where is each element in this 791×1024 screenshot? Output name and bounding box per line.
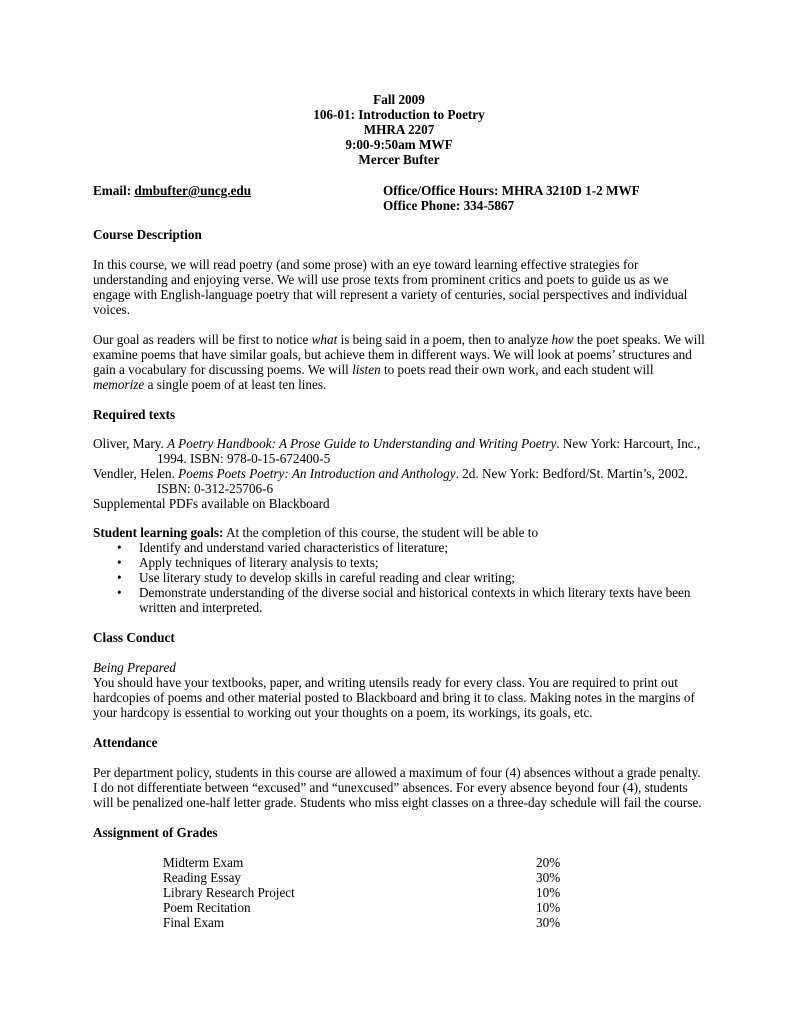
table-row (163, 915, 705, 930)
learning-goals-list (93, 540, 705, 615)
grade-percent: 30% (536, 915, 561, 930)
learning-goals-intro (93, 525, 705, 540)
bullet-icon: • (117, 540, 122, 555)
grade-percent: 30% (536, 870, 561, 885)
goal-text: a single poem of at least ten lines. (144, 377, 327, 392)
grade-percent: 10% (536, 885, 561, 900)
attendance-text: Per department policy, students in this course are allowed a maximum of four (4) absences without a grade penalty. I do not differentiate between “excused” and “unexcused” absences. For every absence beyond four (4), students will be penalized one-half letter grade. Students who miss eight classes on a three-day schedule will fail the course. (93, 765, 702, 810)
reference-author: Vendler, Helen. (93, 466, 179, 481)
goal-emphasis-how: how (551, 332, 574, 347)
reference-publication: . 2d. New York: Bedford/St. Martin’s, 2002. ISBN: 0-312-25706-6 (157, 466, 688, 496)
bullet-icon: • (117, 570, 122, 585)
grade-item: Final Exam (163, 915, 225, 930)
list-item (117, 585, 705, 615)
supplemental-note: Supplemental PDFs available on Blackboard (93, 496, 330, 511)
list-item (117, 570, 705, 585)
list-item-text: Identify and understand varied characteristics of literature; (139, 540, 449, 555)
being-prepared-subheading (93, 660, 705, 675)
bullet-icon: • (117, 555, 122, 570)
grade-item: Poem Recitation (163, 900, 251, 915)
bullet-icon: • (117, 585, 122, 600)
learning-goals-text: At the completion of this course, the student will be able to (223, 525, 539, 540)
attendance-heading: Attendance (93, 735, 158, 750)
email-link[interactable]: dmbufter@uncg.edu (134, 183, 252, 198)
list-item-text: Demonstrate understanding of the diverse social and historical contexts in which literary texts have been written and interpreted. (139, 585, 691, 615)
room: MHRA 2207 (363, 122, 435, 137)
goal-emphasis-memorize: memorize (93, 377, 145, 392)
office-hours: Office/Office Hours: MHRA 3210D 1-2 MWF (383, 183, 640, 198)
list-item (117, 540, 705, 555)
goal-emphasis-what: what (311, 332, 338, 347)
grade-percent: 20% (536, 855, 561, 870)
goal-emphasis-listen: listen (352, 362, 381, 377)
table-row (163, 885, 705, 900)
class-conduct-heading: Class Conduct (93, 630, 175, 645)
grades-heading: Assignment of Grades (93, 825, 218, 840)
learning-goals-heading: Student learning goals: (93, 525, 224, 540)
being-prepared-label: Being Prepared (93, 660, 176, 675)
list-item (117, 555, 705, 570)
syllabus-page (93, 92, 705, 930)
reference-vendler (93, 466, 705, 496)
course-description-paragraph-2 (93, 332, 705, 392)
goal-text: Our goal as readers will be first to notice (93, 332, 312, 347)
grade-item: Library Research Project (163, 885, 295, 900)
required-texts-list (93, 436, 705, 511)
contact-info (93, 183, 705, 213)
course-description-paragraph-1: In this course, we will read poetry (and some prose) with an eye toward learning effective strategies for understanding and enjoying verse. We will use prose texts from prominent critics and poets to guide us as we engage with English-language poetry that will represent a variety of centuries, social perspectives and individual voices. (93, 257, 688, 317)
grade-item: Midterm Exam (163, 855, 244, 870)
grades-table (163, 855, 705, 930)
goal-text: to poets read their own work, and each student will (380, 362, 654, 377)
reference-title: A Poetry Handbook: A Prose Guide to Understanding and Writing Poetry (167, 436, 557, 451)
course-header (93, 92, 705, 167)
reference-author: Oliver, Mary. (93, 436, 168, 451)
reference-oliver (93, 436, 705, 466)
email-line (93, 183, 251, 198)
meeting-time: 9:00-9:50am MWF (345, 137, 453, 152)
office-phone: Office Phone: 334-5867 (383, 198, 515, 213)
table-row (163, 870, 705, 885)
list-item-text: Use literary study to develop skills in careful reading and clear writing; (139, 570, 516, 585)
table-row (163, 855, 705, 870)
course-description-heading: Course Description (93, 227, 202, 242)
course-title: 106-01: Introduction to Poetry (313, 107, 485, 122)
goal-text: the poet speaks. We will examine poems that have similar goals, but achieve them in different ways. We will look at poems’ structures and gain a vocabulary for discussing poems. We will (93, 332, 705, 377)
being-prepared-text: You should have your textbooks, paper, and writing utensils ready for every class. You are required to print out hardcopies of poems and other material posted to Blackboard and bring it to class. Making notes in the margins of your hardcopy is essential to working out your thoughts on a poem, its workings, its goals, etc. (93, 675, 695, 720)
email-label: Email: (93, 183, 132, 198)
term: Fall 2009 (373, 92, 425, 107)
table-row (163, 900, 705, 915)
instructor-name: Mercer Bufter (358, 152, 440, 167)
reference-publication: . New York: Harcourt, Inc., 1994. ISBN: 978-0-15-672400-5 (157, 436, 701, 466)
list-item-text: Apply techniques of literary analysis to texts; (139, 555, 379, 570)
office-info (383, 183, 640, 213)
reference-title: Poems Poets Poetry: An Introduction and Anthology (178, 466, 456, 481)
grade-percent: 10% (536, 900, 561, 915)
grade-item: Reading Essay (163, 870, 242, 885)
required-texts-heading: Required texts (93, 407, 176, 422)
goal-text: is being said in a poem, then to analyze (337, 332, 552, 347)
